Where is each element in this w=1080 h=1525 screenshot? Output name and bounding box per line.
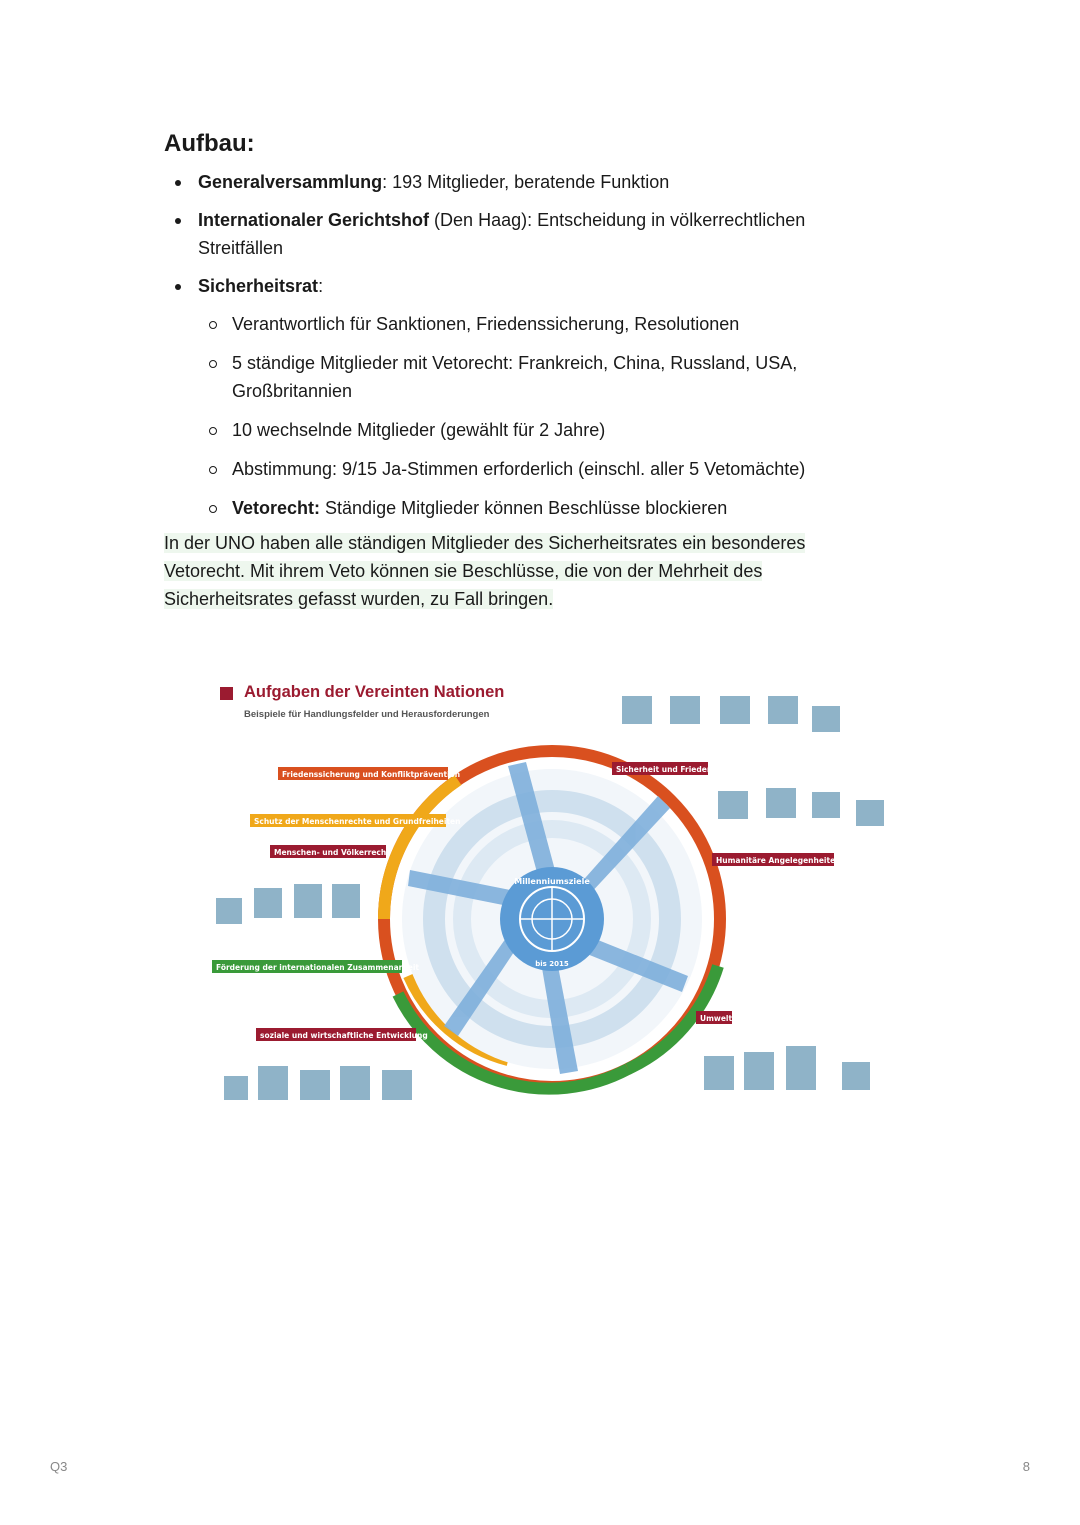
un-tasks-diagram [208, 676, 898, 1116]
center-label: Millenniumsziele [514, 877, 590, 886]
structure-list [164, 168, 884, 522]
label-menschenrechte: Schutz der Menschenrechte und Grundfreiheiten [254, 817, 461, 826]
sublist-item: Abstimmung: 9/15 Ja-Stimmen erforderlich (einschl. aller 5 Vetomächte) [198, 455, 884, 483]
center-sublabel: bis 2015 [535, 960, 569, 968]
diagram-subtitle: Beispiele für Handlungsfelder und Herausforderungen [244, 709, 490, 720]
list-item-sicherheitsrat: Sicherheitsrat: Verantwortlich für Sanktionen, Friedenssicherung, Resolutionen 5 ständige Mitglieder mit Vetorecht: Frankreich, China, Russland, USA, Großbritannien 10 wechselnde Mitglieder (gewählt für 2 Jahre) Abstimmung: 9/15 Ja-Stimmen erforderlich (einschl. aller 5 Vetomächte) Vetorecht: Ständige Mitglieder können Beschlüsse blockieren [164, 272, 884, 522]
sublist-item: 10 wechselnde Mitglieder (gewählt für 2 Jahre) [198, 416, 884, 444]
section-heading: Aufbau: [164, 130, 255, 157]
list-item-generalversammlung: Generalversammlung: 193 Mitglieder, beratende Funktion [164, 168, 884, 196]
sublist-item: 5 ständige Mitglieder mit Vetorecht: Frankreich, China, Russland, USA, Großbritannien [198, 349, 884, 405]
label-humanitaer: Humanitäre Angelegenheiten [716, 856, 841, 865]
sublist-item: Vetorecht: Ständige Mitglieder können Beschlüsse blockieren [198, 494, 884, 522]
diagram-graphic [208, 676, 898, 1116]
list-item-gerichtshof: Internationaler Gerichtshof (Den Haag): Entscheidung in völkerrechtlichen Streitfällen [164, 206, 884, 262]
diagram-title: Aufgaben der Vereinten Nationen [244, 683, 505, 701]
page-content [164, 128, 884, 613]
label-zusammenarbeit: Förderung der internationalen Zusammenarbeit [216, 963, 419, 972]
page-number: 8 [1022, 1459, 1030, 1474]
label-umwelt: Umwelt [700, 1014, 733, 1023]
footer-left: Q3 [50, 1459, 68, 1474]
sublist-item: Verantwortlich für Sanktionen, Friedenssicherung, Resolutionen [198, 310, 884, 338]
highlighted-paragraph: In der UNO haben alle ständigen Mitglieder des Sicherheitsrates ein besonderes Vetorecht. Mit ihrem Veto können sie Beschlüsse, die von der Mehrheit des Sicherheitsrates gefasst wurden, zu Fall bringen. [164, 533, 806, 609]
label-voelkerrecht: Menschen- und Völkerrecht [274, 848, 390, 857]
sicherheitsrat-sublist [198, 310, 884, 522]
label-friedenssicherung: Friedenssicherung und Konfliktprävention [282, 770, 461, 779]
label-sicherheit: Sicherheit und Frieden [616, 765, 713, 774]
label-entwicklung: soziale und wirtschaftliche Entwicklung [260, 1031, 428, 1040]
